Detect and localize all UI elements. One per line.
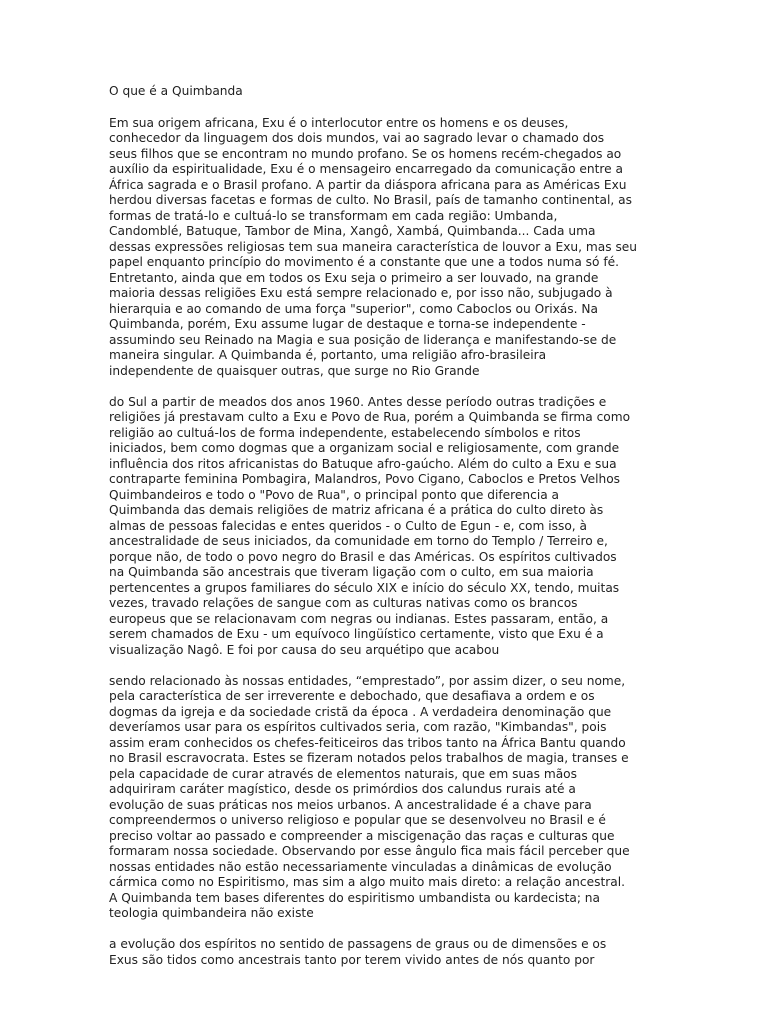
paragraph-line: assumindo seu Reinado na Magia e sua posição de liderança e manifestando-se de (109, 332, 617, 347)
paragraph-line: pela característica de ser irreverente e debochado, que desafiava a ordem e os (109, 689, 595, 703)
paragraph-line: hierarquia e ao comando de uma força "superior", como Caboclos ou Orixás. Na (109, 301, 598, 316)
paragraph-line: na Quimbanda são ancestrais que tiveram ligação com o culto, em sua maioria (109, 565, 594, 579)
paragraph-line: dessas expressões religiosas tem sua maneira característica de louvor a Exu, mas seu (109, 239, 638, 254)
paragraph (109, 395, 669, 659)
paragraph-line: no Brasil escravocrata. Estes se fizeram notados pelos trabalhos de magia, transes e (109, 751, 629, 765)
paragraph-line: nossas entidades não estão necessariamente vinculadas a dinâmicas de evolução (109, 859, 612, 874)
paragraph-line: religiões já prestavam culto a Exu e Povo de Rua, porém a Quimbanda se firma como (109, 410, 631, 424)
paragraph-line: herdou diversas facetas e formas de culto. No Brasil, país de tamanho continental, as (109, 193, 632, 207)
paragraph-line: Exus são tidos como ancestrais tanto por terem vivido antes de nós quanto por (109, 952, 595, 967)
paragraph-line: Quimbanda das demais religiões de matriz africana é a prática do culto direto às (109, 503, 604, 517)
paragraph-line: do Sul a partir de meados dos anos 1960. Antes desse período outras tradições e (109, 394, 607, 409)
paragraph-line: Quimbandeiros e todo o "Povo de Rua", o principal ponto que diferencia a (109, 487, 560, 502)
paragraph-line: Entretanto, ainda que em todos os Exu seja o primeiro a ser louvado, na grande (109, 270, 599, 285)
paragraph-line: compreendermos o universo religioso e popular que se desenvolveu no Brasil e é (109, 813, 606, 827)
paragraph-line: preciso voltar ao passado e compreender a miscigenação das raças e culturas que (109, 828, 615, 843)
paragraph-line: dogmas da igreja e da sociedade cristã da época . A verdadeira denominação que (109, 704, 612, 719)
paragraph-line: vezes, travado relações de sangue com as culturas nativas como os brancos (109, 596, 578, 610)
paragraph-line: maioria dessas religiões Exu está sempre relacionado e, por isso não, subjugado à (109, 286, 613, 300)
paragraph-line: contraparte feminina Pombagira, Malandros, Povo Cigano, Caboclos e Pretos Velhos (109, 472, 621, 486)
paragraph (109, 116, 669, 380)
paragraph-line: auxílio da espiritualidade, Exu é o mensageiro encarregado da comunicação entre a (109, 162, 623, 176)
paragraph-line: formas de tratá-lo e cultuá-lo se transformam em cada região: Umbanda, (109, 208, 558, 223)
paragraph-line: sendo relacionado às nossas entidades, “emprestado”, por assim dizer, o seu nome, (109, 673, 626, 688)
paragraph-line: ancestralidade de seus iniciados, da comunidade em torno do Templo / Terreiro e, (109, 534, 608, 548)
paragraph (109, 937, 669, 968)
document-page (109, 84, 669, 984)
paragraph-line: religião ao cultuá-los de forma independente, estabelecendo símbolos e ritos (109, 425, 581, 440)
paragraph-line: África sagrada e o Brasil profano. A partir da diáspora africana para as Américas Exu (109, 177, 627, 192)
paragraph-line: assim eram conhecidos os chefes-feiticeiros das tribos tanto na África Bantu quando (109, 735, 626, 750)
paragraph-line: pertencentes a grupos familiares do século XIX e início do século XX, tendo, muitas (109, 580, 620, 595)
paragraph-line: serem chamados de Exu - um equívoco lingüístico certamente, visto que Exu é a (109, 627, 604, 641)
paragraph-line: teologia quimbandeira não existe (109, 906, 314, 920)
paragraph-line: conhecedor da linguagem dos dois mundos, vai ao sagrado levar o chamado dos (109, 131, 605, 145)
paragraph-line: evolução de suas práticas nos meios urbanos. A ancestralidade é a chave para (109, 797, 592, 812)
document-body (109, 116, 669, 969)
paragraph-line: influência dos ritos africanistas do Batuque afro-gaúcho. Além do culto a Exu e sua (109, 456, 617, 471)
paragraph-line: papel enquanto princípio do movimento é a constante que une a todos numa só fé. (109, 255, 620, 269)
paragraph-line: A Quimbanda tem bases diferentes do espiritismo umbandista ou kardecista; na (109, 890, 600, 905)
paragraph-line: porque não, de todo o povo negro do Brasil e das Américas. Os espíritos cultivados (109, 549, 617, 564)
paragraph-line: independente de quaisquer outras, que surge no Rio Grande (109, 363, 480, 378)
paragraph-line: visualização Nagô. E foi por causa do seu arquétipo que acabou (109, 642, 500, 657)
paragraph-line: a evolução dos espíritos no sentido de passagens de graus ou de dimensões e os (109, 937, 607, 951)
paragraph-line: seus filhos que se encontram no mundo profano. Se os homens recém-chegados ao (109, 146, 622, 161)
paragraph-line: almas de pessoas falecidas e entes queridos - o Culto de Egun - e, com isso, à (109, 518, 588, 533)
paragraph-line: europeus que se relacionavam com negras ou indianas. Estes passaram, então, a (109, 611, 609, 626)
document-title: O que é a Quimbanda (109, 84, 243, 98)
paragraph (109, 674, 669, 922)
paragraph-line: Candomblé, Batuque, Tambor de Mina, Xangô, Xambá, Quimbanda... Cada uma (109, 224, 596, 238)
paragraph-line: iniciados, bem como dogmas que a organizam social e religiosamente, com grande (109, 441, 620, 455)
paragraph-line: pela capacidade de curar através de elementos naturais, que em suas mãos (109, 766, 577, 781)
paragraph-line: cármica como no Espiritismo, mas sim a algo muito mais direto: a relação ancestral. (109, 875, 625, 889)
paragraph-line: formaram nossa sociedade. Observando por esse ângulo fica mais fácil perceber que (109, 844, 630, 858)
paragraph-line: maneira singular. A Quimbanda é, portanto, uma religião afro-brasileira (109, 348, 547, 362)
paragraph-line: Em sua origem africana, Exu é o interlocutor entre os homens e os deuses, (109, 115, 569, 130)
paragraph-line: adquiriram caráter magístico, desde os primórdios dos calundus rurais até a (109, 782, 576, 796)
paragraph-line: deveríamos usar para os espíritos cultivados seria, com razão, "Kimbandas", pois (109, 720, 607, 734)
paragraph-line: Quimbanda, porém, Exu assume lugar de destaque e torna-se independente - (109, 317, 586, 331)
